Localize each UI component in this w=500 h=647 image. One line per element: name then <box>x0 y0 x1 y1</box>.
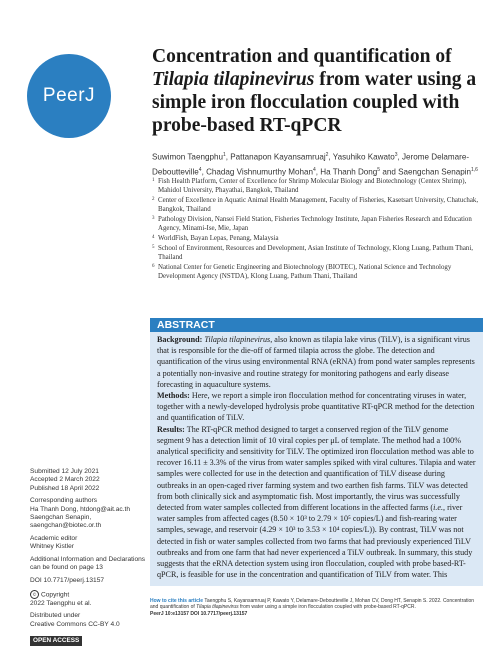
author-name: Saengchan Senapin <box>398 167 472 177</box>
author-affiliation-number: 4 <box>313 167 316 174</box>
corresponding-author-1[interactable]: Ha Thanh Dong, htdong@ait.ac.th <box>30 505 131 513</box>
copyright-icon: © <box>30 590 39 599</box>
background-text: , also known as tilapia lake virus (TiLV), is a significant virus that is responsible for the die-off of farmed tilapia across the globe. The detection and quantification of the virus using environmental RNA (eRNA) from pond water samples represents a potentially non-invasive and routine strategy for monitoring pathogens and early disease forecasting in aquaculture systems. <box>157 335 475 389</box>
affiliation-number: 4 <box>152 235 155 240</box>
results-ie: i.e. <box>433 503 444 513</box>
academic-editor-name: Whitney Kistler <box>30 543 74 551</box>
author-name: Jerome Delamare-Deboutteville <box>152 152 470 177</box>
copyright-text: 2022 Taengphu et al. <box>30 599 92 607</box>
background-label: Background: <box>157 335 203 344</box>
author-separator: and <box>380 167 399 177</box>
author-separator: , <box>328 152 333 162</box>
affiliation-text: Center of Excellence in Aquatic Animal Health Management, Faculty of Fisheries, Kasetsart University, Chatuchak, Bangkok, Thailand <box>158 197 479 214</box>
author-affiliation-number: 2 <box>325 152 329 158</box>
author-list <box>152 149 482 180</box>
author-separator: , <box>225 152 231 162</box>
affiliation-number: 5 <box>152 244 155 250</box>
journal-line[interactable]: PeerJ 10:e13157 DOI 10.7717/peerj.13157 <box>150 610 248 617</box>
author-name: Ha Thanh Dong <box>320 167 378 177</box>
author-affiliation-number: 1,6 <box>471 167 478 174</box>
author-name: Chadag Vishnumurthy Mohan <box>206 167 314 177</box>
author-affiliation-number: 3 <box>394 152 398 158</box>
methods-text: Here, we report a simple iron flocculation method for concentrating viruses in water, together with a newly-developed hydrolysis probe quantitative RT-qPCR method for the detection and quantification of TiLV. <box>157 391 475 423</box>
author-separator: , <box>397 152 402 162</box>
corresponding-author-2: Saengchan Senapin, <box>30 513 92 521</box>
academic-editor-label: Academic editor <box>30 535 78 543</box>
article-info-sidebar <box>30 468 150 646</box>
open-access-badge: OPEN ACCESS <box>30 636 82 646</box>
affiliation-text: School of Environment, Resources and Development, Asian Institute of Technology, Klong Luang, Pathum Thani, Thailand <box>158 244 473 261</box>
copyright-row <box>30 590 150 600</box>
affiliation-item <box>152 263 482 281</box>
affiliation-text: Pathology Division, Nansei Field Station, Fisheries Technology Institute, Japan Fisheries Research and Education Agency, Minami-Ise, Mie, Japan <box>158 216 472 233</box>
author-separator: , <box>315 167 321 177</box>
abstract-methods <box>157 390 477 424</box>
cite-label: How to cite this article <box>150 598 204 604</box>
results-label: Results: <box>157 424 185 434</box>
license-label: Distributed under <box>30 612 81 620</box>
title-line3: simple iron flocculation coupled with <box>152 92 460 113</box>
license-link[interactable]: Creative Commons CC-BY 4.0 <box>30 620 120 628</box>
affiliation-text: Fish Health Platform, Center of Excellence for Shrimp Molecular Biology and Biotechnology (Centex Shrimp), Mahidol University, Phayathai, Bangkok, Thailand <box>158 178 467 195</box>
affiliation-item <box>152 244 482 262</box>
affiliation-item <box>152 234 482 243</box>
abstract-results <box>157 424 477 581</box>
peerj-logo-text: PeerJ <box>42 85 96 106</box>
author-affiliation-number: 4 <box>198 167 202 174</box>
corresponding-label: Corresponding authors <box>30 497 98 505</box>
affiliation-number: 3 <box>152 216 155 221</box>
results-text-2: , river water samples from affected cages (8.50 × 10³ to 2.79 × 10⁵ copies/L) and fish-rearing water samples, sewage, and reservoir (4.29 × 10³ to 3.53 × 10⁴ copies/L)). By contrast, TiLV was not detected in fish or water samples collected from two farms that had previously experienced TiLV outbreaks and from one farm that had never experienced a TiLV outbreak. In summary, this study suggests that the eRNA detection system using iron flocculation, coupled with probe based-RT-qPCR, is feasible for use in the concentration and quantification of TiLV from water. This <box>157 503 473 580</box>
additional-info-note: Additional Information and Declarations can be found on page 13 <box>30 556 146 572</box>
methods-label: Methods: <box>157 391 190 401</box>
author-name: Pattanapon Kayansamruaj <box>230 152 326 162</box>
author-separator: , <box>201 167 207 177</box>
author-affiliation-number: 1 <box>222 152 226 158</box>
abstract-box <box>150 332 483 586</box>
submitted-date: Submitted 12 July 2021 <box>30 468 99 475</box>
peerj-logo <box>27 54 111 138</box>
cite-italic: Tilapia tilapinevirus <box>196 604 239 611</box>
affiliation-text: WorldFish, Bayan Lepas, Penang, Malaysia <box>158 235 279 242</box>
affiliation-number: 6 <box>152 263 155 269</box>
abstract-background <box>157 334 477 390</box>
title-italic: Tilapia tilapinevirus <box>152 69 315 90</box>
affiliation-list <box>152 177 482 282</box>
article-title <box>152 45 482 137</box>
doi-link[interactable]: DOI 10.7717/peerj.13157 <box>30 577 105 585</box>
affiliation-item <box>152 177 482 195</box>
abstract-heading: ABSTRACT <box>150 318 483 332</box>
affiliation-number: 2 <box>152 197 155 202</box>
cite-text-2: from water using a simple iron flocculation coupled with probe-based RT-qPCR. <box>238 604 416 611</box>
affiliation-item <box>152 196 482 214</box>
published-date: Published 18 April 2022 <box>30 484 100 492</box>
cite-text: Taengphu S, Kayansamruaj P, Kawato Y, Delamare-Deboutteville J, Mohan CV, Dong HT, Senapin S. 2022. Concentration and quantification of <box>150 598 475 611</box>
accepted-date: Accepted 2 March 2022 <box>30 476 100 484</box>
author-name: Yasuhiko Kawato <box>332 152 395 162</box>
author-affiliation-number: 5 <box>377 167 381 174</box>
title-line4: probe-based RT-qPCR <box>152 115 342 136</box>
author-name: Suwimon Taengphu <box>152 152 223 162</box>
corresponding-email-2[interactable]: saengchan@biotec.or.th <box>30 522 102 530</box>
citation-footer <box>150 598 483 617</box>
affiliation-number: 1 <box>152 178 155 183</box>
results-text: The RT-qPCR method designed to target a conserved region of the TiLV genome segment 9 has a detection limit of 10 viral copies per μL of template. The method had a 100% analytical specificity and sensitivity for TiLV. The optimized iron flocculation method was able to recover 16.11 ± 3.3% of the virus from water samples spiked with viral cultures. Tilapia and water samples were collected for use in the detection and quantification of TiLV disease during outbreaks in an open-caged river farming system and two earthen fish farms. TiLV was detected from both clinically sick and asymptomatic fish. Most importantly, the virus was successfully detected from water samples collected from different locations in the affected farms ( <box>157 424 476 513</box>
affiliation-text: National Center for Genetic Engineering and Biotechnology (BIOTEC), National Science and Technology Development Agency (NSTDA), Klong Luang, Pathum Thani, Thailand <box>158 263 452 280</box>
background-italic: Tilapia tilapinevirus <box>204 335 271 344</box>
title-line2: from water using a <box>314 69 477 90</box>
title-line1: Concentration and quantification of <box>152 46 452 67</box>
affiliation-item <box>152 215 482 233</box>
copyright-label: Copyright <box>41 591 70 599</box>
